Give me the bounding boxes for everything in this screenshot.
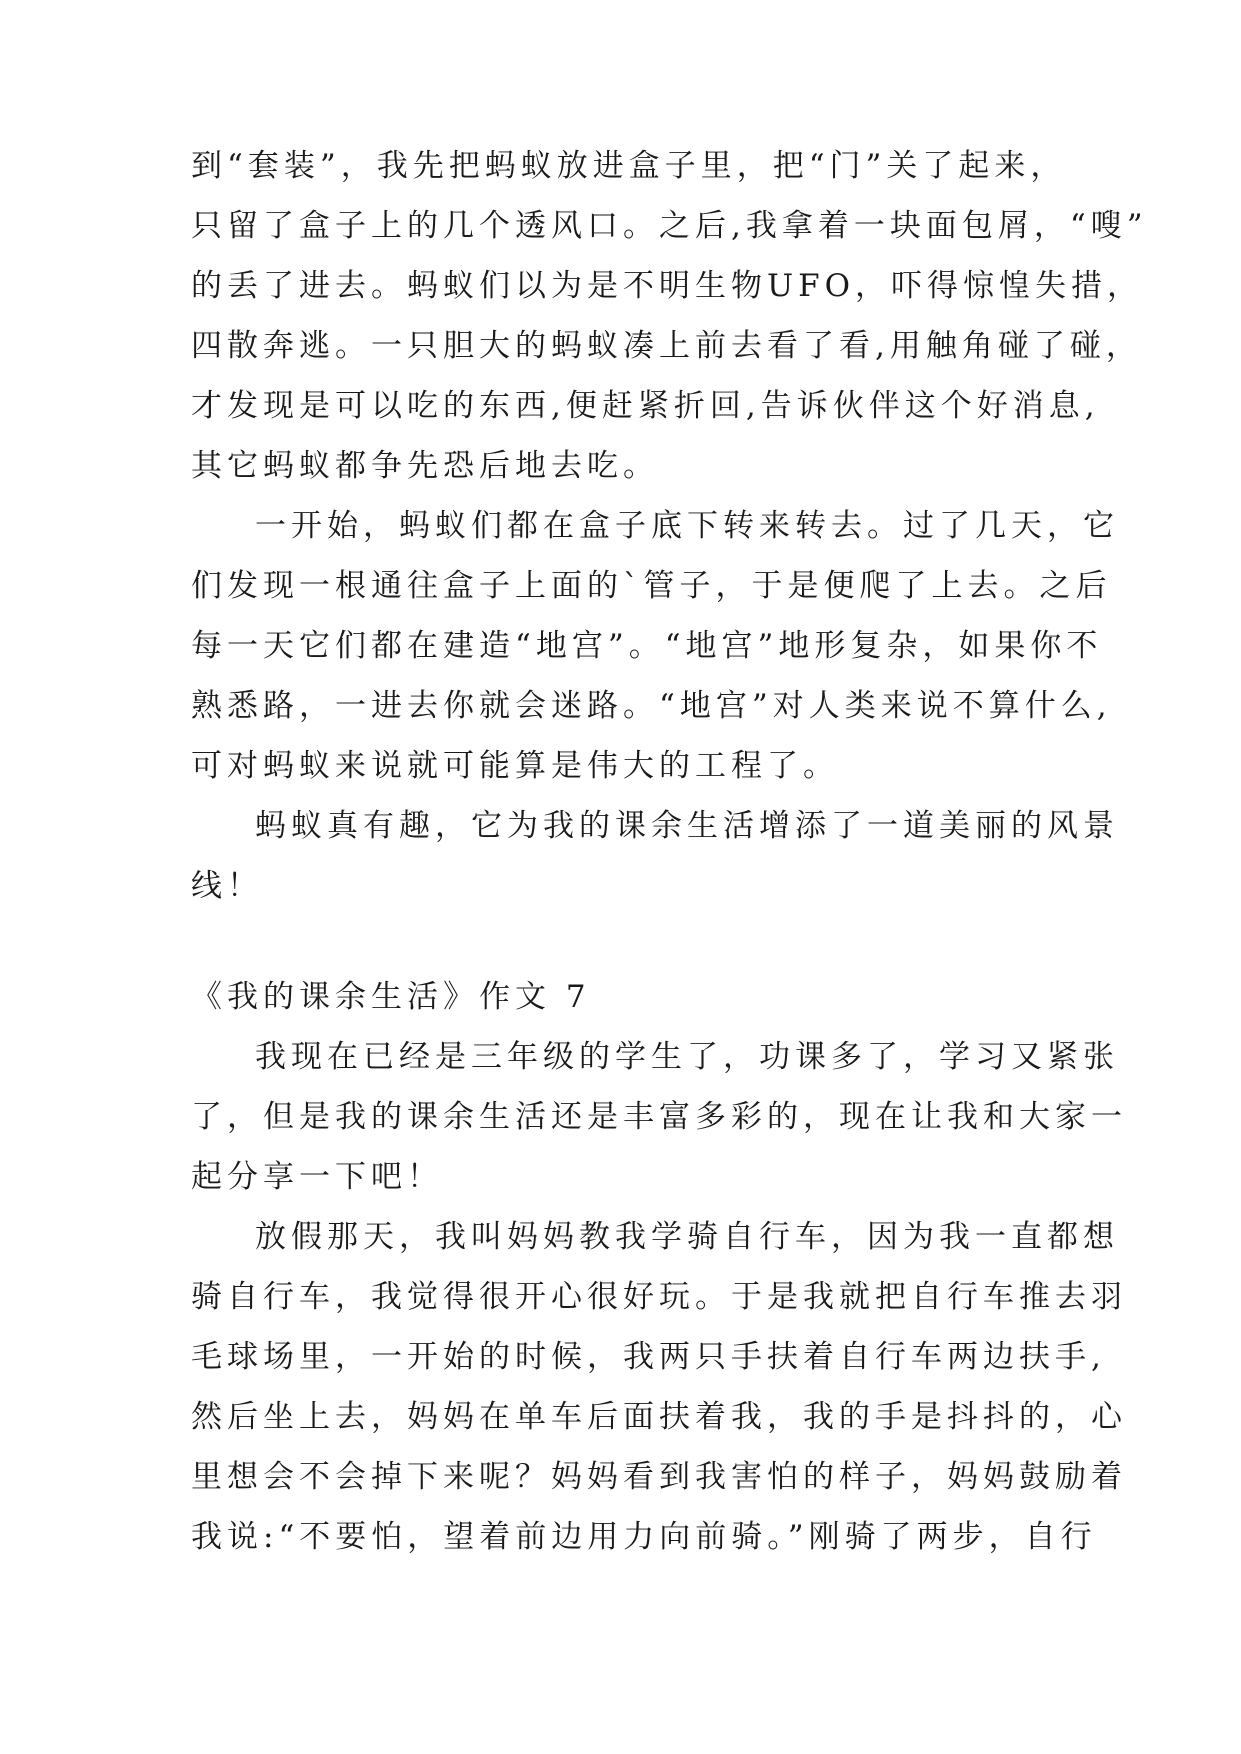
text-line: 起分享一下吧！ <box>191 1159 443 1195</box>
text-line: 可对蚂蚁来说就可能算是伟大的工程了。 <box>191 748 839 784</box>
text-line: 我说:“不要怕，望着前边用力向前骑。”刚骑了两步，自行 <box>191 1519 1097 1555</box>
text-line: 毛球场里，一开始的时候，我两只手扶着自行车两边扶手, <box>191 1339 1106 1375</box>
paragraph-2 <box>191 496 1119 796</box>
essay-7 <box>191 967 1127 1567</box>
text-line: 我现在已经是三年级的学生了，功课多了，学习又紧张 <box>255 1039 1119 1075</box>
text-line: 了，但是我的课余生活还是丰富多彩的，现在让我和大家一 <box>191 1099 1127 1135</box>
text-line: 蚂蚁真有趣，它为我的课余生活增添了一道美丽的风景 <box>255 808 1119 844</box>
text-line: 骑自行车，我觉得很开心很好玩。于是我就把自行车推去羽 <box>191 1279 1127 1315</box>
text-line: 放假那天，我叫妈妈教我学骑自行车，因为我一直都想 <box>255 1219 1119 1255</box>
text-line: 四散奔逃。一只胆大的蚂蚁凑上前去看了看,用触角碰了碰， <box>191 328 1142 364</box>
text-line: 们发现一根通往盒子上面的`管子，于是便爬了上去。之后 <box>191 568 1112 604</box>
paragraph-2 <box>191 1207 1127 1567</box>
text-line: 其它蚂蚁都争先恐后地去吃。 <box>191 448 659 484</box>
text-line: 才发现是可以吃的东西,便赶紧折回,告诉伙伴这个好消息, <box>191 388 1100 424</box>
text-line: 线！ <box>191 868 263 904</box>
text-line: 到“套装”，我先把蚂蚁放进盒子里，把“门”关了起来， <box>191 148 1067 184</box>
text-line: 每一天它们都在建造“地宫”。“地宫”地形复杂，如果你不 <box>191 628 1103 664</box>
paragraph-3 <box>191 796 1119 916</box>
text-line: 熟悉路，一进去你就会迷路。“地宫”对人类来说不算什么, <box>191 688 1112 724</box>
paragraph-1 <box>191 136 1148 496</box>
text-line: 然后坐上去，妈妈在单车后面扶着我，我的手是抖抖的，心 <box>191 1399 1127 1435</box>
text-line: 一开始，蚂蚁们都在盒子底下转来转去。过了几天，它 <box>255 508 1119 544</box>
text-line: 里想会不会掉下来呢？妈妈看到我害怕的样子，妈妈鼓励着 <box>191 1459 1127 1495</box>
text-line: 的丢了进去。蚂蚁们以为是不明生物UFO，吓得惊惶失措， <box>191 268 1144 304</box>
paragraph-1 <box>191 1027 1127 1207</box>
text-line: 只留了盒子上的几个透风口。之后,我拿着一块面包屑，“嗖” <box>191 208 1148 244</box>
essay-title: 《我的课余生活》作文 7 <box>191 979 591 1015</box>
essay-continuation <box>191 136 1148 916</box>
